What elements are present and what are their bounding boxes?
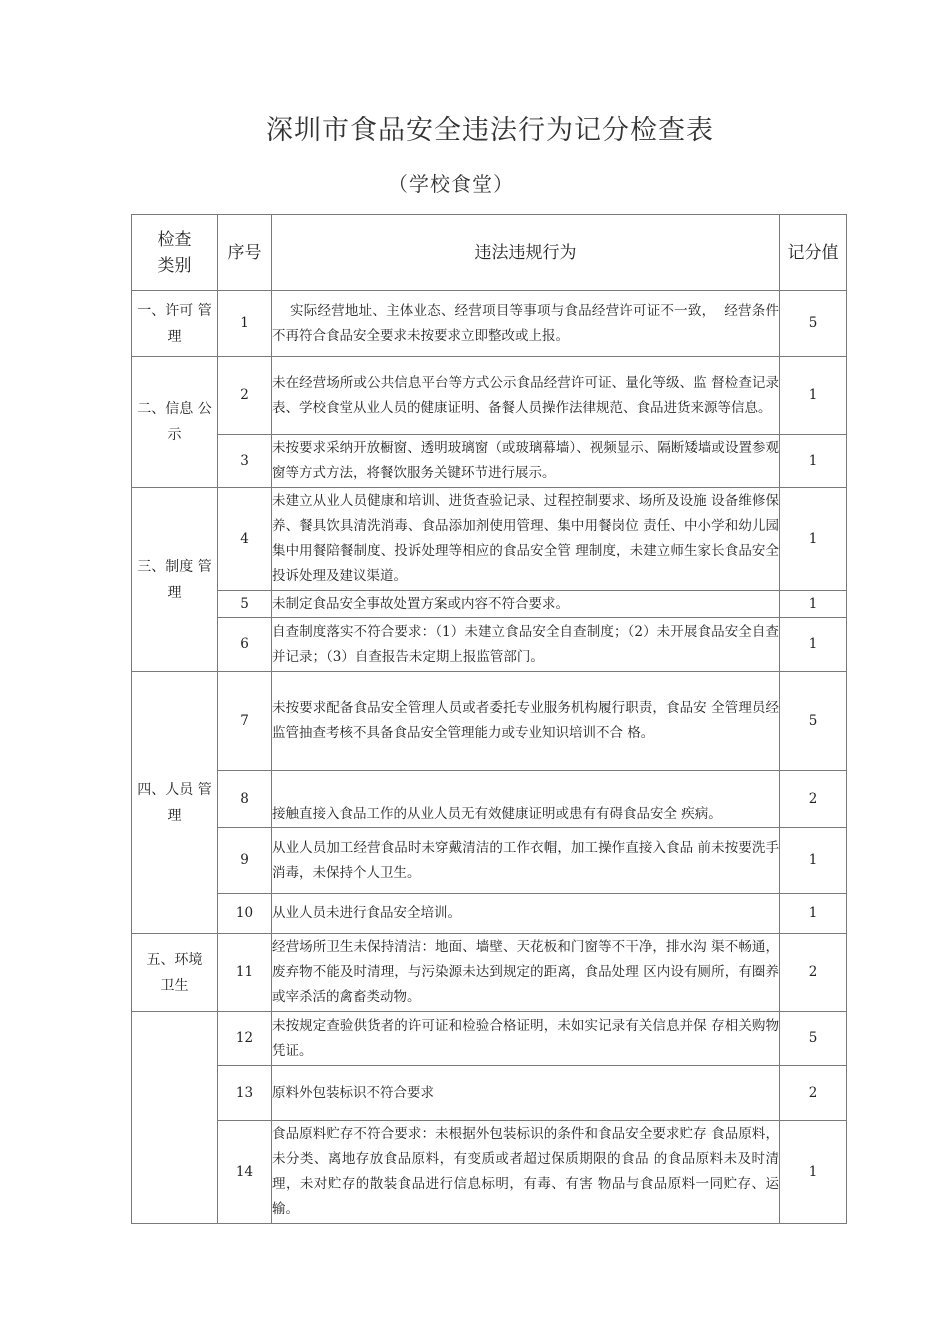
- table-header-row: [132, 215, 847, 291]
- behavior-cell: 经营场所卫生未保持清洁：地面、墙壁、天花板和门窗等不干净，排水沟 渠不畅通，废弃物不能及时清理，与污染源未达到规定的距离，食品处理 区内设有厕所，有圈养或宰杀活的禽畜类动物。: [272, 934, 780, 1012]
- seq-cell: 7: [218, 672, 272, 771]
- table-row: [132, 291, 847, 357]
- table-row: [132, 591, 847, 618]
- behavior-cell: 自查制度落实不符合要求：（1）未建立食品安全自查制度；（2）未开展食品安全自查并记录；（3）自查报告未定期上报监管部门。: [272, 618, 780, 672]
- behavior-cell: 原料外包装标识不符合要求: [272, 1066, 780, 1121]
- table-row: [132, 672, 847, 771]
- behavior-cell: 从业人员加工经营食品时未穿戴清洁的工作衣帽，加工操作直接入食品 前未按要洗手消毒，未保持个人卫生。: [272, 828, 780, 894]
- table-row: [132, 894, 847, 934]
- score-cell: 1: [780, 591, 847, 618]
- page-title: 深圳市食品安全违法行为记分检查表: [266, 115, 714, 146]
- table-row: [132, 1066, 847, 1121]
- seq-cell: 5: [218, 591, 272, 618]
- score-cell: 5: [780, 291, 847, 357]
- seq-cell: 14: [218, 1121, 272, 1224]
- behavior-cell: 未按规定查验供货者的许可证和检验合格证明，未如实记录有关信息并保 存相关购物凭证。: [272, 1012, 780, 1066]
- behavior-cell: 接触直接入食品工作的从业人员无有效健康证明或患有有碍食品安全 疾病。: [272, 771, 780, 828]
- header-seq: 序号: [218, 215, 272, 291]
- table-row: [132, 1012, 847, 1066]
- table-row: [132, 934, 847, 1012]
- category-cell: 五、环境 卫生: [132, 934, 218, 1012]
- header-score: 记分值: [780, 215, 847, 291]
- behavior-cell: 未在经营场所或公共信息平台等方式公示食品经营许可证、量化等级、监 督检查记录表、学校食堂从业人员的健康证明、备餐人员操作法律规范、食品进货来源等信息。: [272, 357, 780, 435]
- seq-cell: 4: [218, 488, 272, 591]
- table-row: [132, 618, 847, 672]
- category-cell: 一、许可 管 理: [132, 291, 218, 357]
- behavior-cell: 未建立从业人员健康和培训、进货查验记录、过程控制要求、场所及设施 设备维修保养、餐具饮具清洗消毒、食品添加剂使用管理、集中用餐岗位 责任、中小学和幼儿园集中用餐陪餐制度、投诉处理等相应的食品安全管 理制度，未建立师生家长食品安全投诉处理及建议渠道。: [272, 488, 780, 591]
- score-cell: 1: [780, 435, 847, 488]
- score-cell: 5: [780, 1012, 847, 1066]
- header-category: 检查 类别: [132, 215, 218, 291]
- seq-cell: 13: [218, 1066, 272, 1121]
- score-cell: 1: [780, 357, 847, 435]
- seq-cell: 6: [218, 618, 272, 672]
- seq-cell: 8: [218, 771, 272, 828]
- seq-cell: 2: [218, 357, 272, 435]
- table-row: [132, 771, 847, 828]
- category-cell: [132, 1012, 218, 1224]
- table-row: [132, 1121, 847, 1224]
- score-cell: 1: [780, 488, 847, 591]
- seq-cell: 3: [218, 435, 272, 488]
- score-cell: 2: [780, 771, 847, 828]
- score-cell: 1: [780, 828, 847, 894]
- behavior-cell: 未制定食品安全事故处置方案或内容不符合要求。: [272, 591, 780, 618]
- score-cell: 5: [780, 672, 847, 771]
- header-behavior: 违法违规行为: [272, 215, 780, 291]
- table-row: [132, 435, 847, 488]
- inspection-table: [131, 214, 847, 1224]
- seq-cell: 1: [218, 291, 272, 357]
- behavior-cell: 从业人员未进行食品安全培训。: [272, 894, 780, 934]
- category-cell: 二、信息 公 示: [132, 357, 218, 488]
- page-subtitle: （学校食堂）: [388, 172, 514, 196]
- behavior-cell: 未按要求采纳开放橱窗、透明玻璃窗（或玻璃幕墙）、视频显示、隔断矮墙或设置参观窗等方式方法，将餐饮服务关键环节进行展示。: [272, 435, 780, 488]
- seq-cell: 11: [218, 934, 272, 1012]
- behavior-cell: 实际经营地址、主体业态、经营项目等事项与食品经营许可证不一致， 经营条件不再符合食品安全要求未按要求立即整改或上报。: [272, 291, 780, 357]
- score-cell: 2: [780, 934, 847, 1012]
- score-cell: 1: [780, 894, 847, 934]
- table-row: [132, 828, 847, 894]
- category-cell: 四、人员 管 理: [132, 672, 218, 934]
- seq-cell: 9: [218, 828, 272, 894]
- category-cell: 三、制度 管 理: [132, 488, 218, 672]
- seq-cell: 12: [218, 1012, 272, 1066]
- seq-cell: 10: [218, 894, 272, 934]
- table-row: [132, 488, 847, 591]
- score-cell: 2: [780, 1066, 847, 1121]
- behavior-cell: 食品原料贮存不符合要求：未根据外包装标识的条件和食品安全要求贮存 食品原料，未分类、离地存放食品原料，有变质或者超过保质期限的食品 的食品原料未及时清理，未对贮存的散装食品进行信息标明，有毒、有害 物品与食品原料一同贮存、运输。: [272, 1121, 780, 1224]
- score-cell: 1: [780, 618, 847, 672]
- table-row: [132, 357, 847, 435]
- score-cell: 1: [780, 1121, 847, 1224]
- behavior-cell: 未按要求配备食品安全管理人员或者委托专业服务机构履行职责，食品安 全管理员经监管抽查考核不具备食品安全管理能力或专业知识培训不合 格。: [272, 672, 780, 771]
